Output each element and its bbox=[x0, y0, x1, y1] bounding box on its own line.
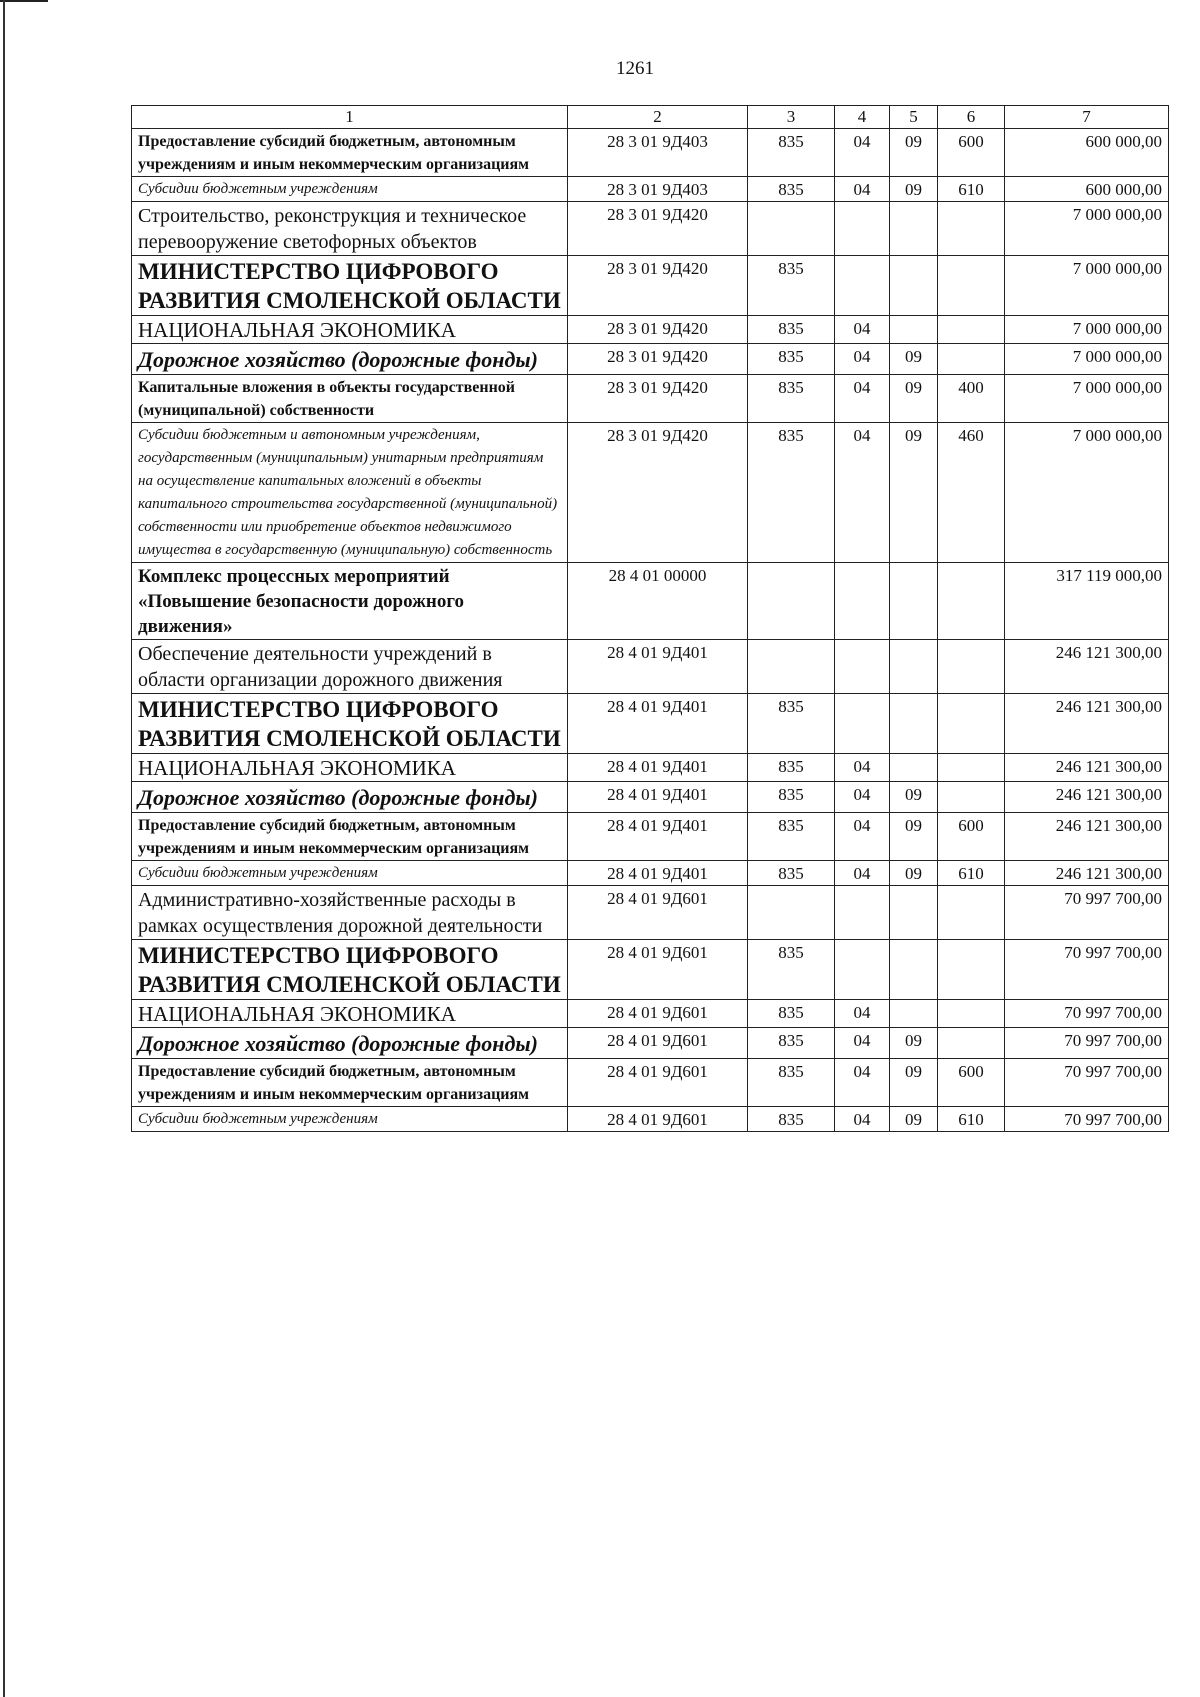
row-section-code: 04 bbox=[835, 813, 890, 861]
row-amount: 70 997 700,00 bbox=[1005, 1000, 1169, 1028]
row-amount: 246 121 300,00 bbox=[1005, 640, 1169, 694]
column-header-2: 2 bbox=[568, 106, 748, 129]
table-body bbox=[132, 106, 1169, 1132]
table-row bbox=[132, 375, 1169, 423]
row-ministry-code: 835 bbox=[748, 861, 835, 886]
row-amount: 317 119 000,00 bbox=[1005, 563, 1169, 640]
row-expense-type bbox=[938, 316, 1005, 344]
row-ministry-code: 835 bbox=[748, 694, 835, 754]
row-ministry-code: 835 bbox=[748, 782, 835, 813]
row-amount: 7 000 000,00 bbox=[1005, 316, 1169, 344]
table-row bbox=[132, 694, 1169, 754]
row-expense-type bbox=[938, 640, 1005, 694]
row-name: Обеспечение деятельности учреждений в области организации дорожного движения bbox=[132, 640, 568, 694]
table-row bbox=[132, 1000, 1169, 1028]
row-amount: 246 121 300,00 bbox=[1005, 861, 1169, 886]
row-ministry-code: 835 bbox=[748, 256, 835, 316]
row-name: МИНИСТЕРСТВО ЦИФРОВОГО РАЗВИТИЯ СМОЛЕНСКОЙ ОБЛАСТИ bbox=[132, 256, 568, 316]
row-amount: 7 000 000,00 bbox=[1005, 202, 1169, 256]
table-row bbox=[132, 940, 1169, 1000]
row-expense-type bbox=[938, 1028, 1005, 1059]
column-header-3: 3 bbox=[748, 106, 835, 129]
table-row bbox=[132, 563, 1169, 640]
row-expense-type: 600 bbox=[938, 813, 1005, 861]
row-name: Административно-хозяйственные расходы в рамках осуществления дорожной деятельности bbox=[132, 886, 568, 940]
row-ministry-code: 835 bbox=[748, 754, 835, 782]
row-amount: 246 121 300,00 bbox=[1005, 694, 1169, 754]
row-amount: 70 997 700,00 bbox=[1005, 1028, 1169, 1059]
row-amount: 7 000 000,00 bbox=[1005, 344, 1169, 375]
row-ministry-code: 835 bbox=[748, 1028, 835, 1059]
row-target-code: 28 4 01 9Д401 bbox=[568, 754, 748, 782]
row-subsection-code bbox=[890, 563, 938, 640]
row-subsection-code bbox=[890, 886, 938, 940]
row-ministry-code: 835 bbox=[748, 1059, 835, 1107]
row-ministry-code: 835 bbox=[748, 1107, 835, 1132]
row-expense-type: 600 bbox=[938, 1059, 1005, 1107]
row-subsection-code bbox=[890, 202, 938, 256]
row-target-code: 28 3 01 9Д420 bbox=[568, 375, 748, 423]
row-expense-type: 610 bbox=[938, 861, 1005, 886]
row-expense-type bbox=[938, 782, 1005, 813]
row-name: Строительство, реконструкция и техническое перевооружение светофорных объектов bbox=[132, 202, 568, 256]
row-ministry-code: 835 bbox=[748, 1000, 835, 1028]
row-name: НАЦИОНАЛЬНАЯ ЭКОНОМИКА bbox=[132, 754, 568, 782]
row-target-code: 28 4 01 9Д601 bbox=[568, 1059, 748, 1107]
row-subsection-code: 09 bbox=[890, 375, 938, 423]
row-name: Дорожное хозяйство (дорожные фонды) bbox=[132, 344, 568, 375]
row-section-code bbox=[835, 640, 890, 694]
row-expense-type bbox=[938, 694, 1005, 754]
row-subsection-code: 09 bbox=[890, 813, 938, 861]
row-section-code: 04 bbox=[835, 375, 890, 423]
row-section-code: 04 bbox=[835, 423, 890, 563]
row-target-code: 28 4 01 9Д601 bbox=[568, 940, 748, 1000]
row-section-code: 04 bbox=[835, 129, 890, 177]
row-section-code: 04 bbox=[835, 782, 890, 813]
row-expense-type bbox=[938, 563, 1005, 640]
table-row bbox=[132, 256, 1169, 316]
row-name: Капитальные вложения в объекты государственной (муниципальной) собственности bbox=[132, 375, 568, 423]
row-expense-type: 460 bbox=[938, 423, 1005, 563]
row-subsection-code bbox=[890, 316, 938, 344]
row-ministry-code: 835 bbox=[748, 940, 835, 1000]
row-section-code: 04 bbox=[835, 1107, 890, 1132]
row-target-code: 28 3 01 9Д420 bbox=[568, 316, 748, 344]
table-row bbox=[132, 423, 1169, 563]
row-name: Комплекс процессных мероприятий «Повышение безопасности дорожного движения» bbox=[132, 563, 568, 640]
row-target-code: 28 4 01 9Д401 bbox=[568, 694, 748, 754]
row-name: Предоставление субсидий бюджетным, автономным учреждениям и иным некоммерческим организациям bbox=[132, 813, 568, 861]
row-target-code: 28 4 01 9Д601 bbox=[568, 1028, 748, 1059]
table-row bbox=[132, 1107, 1169, 1132]
scan-edge-left bbox=[3, 0, 5, 1697]
row-name: Предоставление субсидий бюджетным, автономным учреждениям и иным некоммерческим организациям bbox=[132, 129, 568, 177]
row-section-code bbox=[835, 940, 890, 1000]
row-subsection-code: 09 bbox=[890, 861, 938, 886]
row-amount: 600 000,00 bbox=[1005, 129, 1169, 177]
column-header-1: 1 bbox=[132, 106, 568, 129]
row-subsection-code bbox=[890, 694, 938, 754]
table-row bbox=[132, 177, 1169, 202]
table-header-row bbox=[132, 106, 1169, 129]
row-section-code bbox=[835, 256, 890, 316]
row-section-code: 04 bbox=[835, 861, 890, 886]
row-ministry-code: 835 bbox=[748, 344, 835, 375]
row-amount: 70 997 700,00 bbox=[1005, 1059, 1169, 1107]
row-amount: 246 121 300,00 bbox=[1005, 782, 1169, 813]
row-amount: 600 000,00 bbox=[1005, 177, 1169, 202]
table-row bbox=[132, 1028, 1169, 1059]
row-expense-type bbox=[938, 1000, 1005, 1028]
row-name: МИНИСТЕРСТВО ЦИФРОВОГО РАЗВИТИЯ СМОЛЕНСКОЙ ОБЛАСТИ bbox=[132, 940, 568, 1000]
row-amount: 7 000 000,00 bbox=[1005, 256, 1169, 316]
row-ministry-code: 835 bbox=[748, 177, 835, 202]
row-subsection-code: 09 bbox=[890, 129, 938, 177]
row-subsection-code: 09 bbox=[890, 423, 938, 563]
row-name: Субсидии бюджетным учреждениям bbox=[132, 177, 568, 202]
row-name: НАЦИОНАЛЬНАЯ ЭКОНОМИКА bbox=[132, 1000, 568, 1028]
budget-table bbox=[131, 105, 1169, 1132]
row-name: Дорожное хозяйство (дорожные фонды) bbox=[132, 782, 568, 813]
row-section-code: 04 bbox=[835, 1000, 890, 1028]
row-amount: 7 000 000,00 bbox=[1005, 423, 1169, 563]
row-section-code bbox=[835, 202, 890, 256]
row-subsection-code bbox=[890, 754, 938, 782]
table-row bbox=[132, 886, 1169, 940]
row-target-code: 28 4 01 9Д601 bbox=[568, 1107, 748, 1132]
row-ministry-code bbox=[748, 563, 835, 640]
row-section-code: 04 bbox=[835, 754, 890, 782]
table-row bbox=[132, 754, 1169, 782]
row-amount: 246 121 300,00 bbox=[1005, 813, 1169, 861]
row-target-code: 28 4 01 00000 bbox=[568, 563, 748, 640]
row-target-code: 28 3 01 9Д420 bbox=[568, 202, 748, 256]
row-name: НАЦИОНАЛЬНАЯ ЭКОНОМИКА bbox=[132, 316, 568, 344]
row-name: Дорожное хозяйство (дорожные фонды) bbox=[132, 1028, 568, 1059]
row-target-code: 28 3 01 9Д420 bbox=[568, 256, 748, 316]
row-ministry-code: 835 bbox=[748, 316, 835, 344]
column-header-4: 4 bbox=[835, 106, 890, 129]
table-row bbox=[132, 202, 1169, 256]
row-target-code: 28 4 01 9Д401 bbox=[568, 782, 748, 813]
table-row bbox=[132, 782, 1169, 813]
table-row bbox=[132, 1059, 1169, 1107]
row-section-code bbox=[835, 563, 890, 640]
row-section-code: 04 bbox=[835, 177, 890, 202]
row-amount: 70 997 700,00 bbox=[1005, 886, 1169, 940]
row-amount: 246 121 300,00 bbox=[1005, 754, 1169, 782]
table-row bbox=[132, 640, 1169, 694]
row-target-code: 28 3 01 9Д420 bbox=[568, 423, 748, 563]
row-ministry-code: 835 bbox=[748, 375, 835, 423]
table-row bbox=[132, 344, 1169, 375]
row-target-code: 28 3 01 9Д403 bbox=[568, 129, 748, 177]
row-expense-type: 400 bbox=[938, 375, 1005, 423]
table-row bbox=[132, 813, 1169, 861]
row-section-code: 04 bbox=[835, 316, 890, 344]
row-subsection-code: 09 bbox=[890, 1059, 938, 1107]
row-expense-type bbox=[938, 940, 1005, 1000]
row-expense-type bbox=[938, 754, 1005, 782]
row-subsection-code: 09 bbox=[890, 177, 938, 202]
column-header-5: 5 bbox=[890, 106, 938, 129]
row-ministry-code: 835 bbox=[748, 813, 835, 861]
row-target-code: 28 3 01 9Д420 bbox=[568, 344, 748, 375]
row-amount: 7 000 000,00 bbox=[1005, 375, 1169, 423]
row-target-code: 28 4 01 9Д401 bbox=[568, 640, 748, 694]
row-ministry-code bbox=[748, 640, 835, 694]
scan-edge-top bbox=[0, 0, 48, 2]
page-number: 1261 bbox=[616, 58, 654, 79]
row-section-code: 04 bbox=[835, 1028, 890, 1059]
row-amount: 70 997 700,00 bbox=[1005, 1107, 1169, 1132]
column-header-7: 7 bbox=[1005, 106, 1169, 129]
row-ministry-code bbox=[748, 202, 835, 256]
row-expense-type: 610 bbox=[938, 177, 1005, 202]
row-ministry-code bbox=[748, 886, 835, 940]
row-section-code: 04 bbox=[835, 1059, 890, 1107]
row-subsection-code: 09 bbox=[890, 1028, 938, 1059]
row-name: Субсидии бюджетным учреждениям bbox=[132, 1107, 568, 1132]
row-subsection-code bbox=[890, 940, 938, 1000]
row-target-code: 28 4 01 9Д401 bbox=[568, 861, 748, 886]
row-expense-type: 600 bbox=[938, 129, 1005, 177]
row-ministry-code: 835 bbox=[748, 423, 835, 563]
row-section-code: 04 bbox=[835, 344, 890, 375]
table-row bbox=[132, 861, 1169, 886]
row-target-code: 28 4 01 9Д601 bbox=[568, 886, 748, 940]
row-target-code: 28 3 01 9Д403 bbox=[568, 177, 748, 202]
row-subsection-code bbox=[890, 640, 938, 694]
row-expense-type bbox=[938, 886, 1005, 940]
row-target-code: 28 4 01 9Д601 bbox=[568, 1000, 748, 1028]
row-subsection-code: 09 bbox=[890, 1107, 938, 1132]
row-amount: 70 997 700,00 bbox=[1005, 940, 1169, 1000]
table-row bbox=[132, 316, 1169, 344]
row-subsection-code: 09 bbox=[890, 344, 938, 375]
row-target-code: 28 4 01 9Д401 bbox=[568, 813, 748, 861]
row-expense-type bbox=[938, 202, 1005, 256]
row-name: МИНИСТЕРСТВО ЦИФРОВОГО РАЗВИТИЯ СМОЛЕНСКОЙ ОБЛАСТИ bbox=[132, 694, 568, 754]
row-section-code bbox=[835, 694, 890, 754]
table-row bbox=[132, 129, 1169, 177]
row-section-code bbox=[835, 886, 890, 940]
column-header-6: 6 bbox=[938, 106, 1005, 129]
row-subsection-code: 09 bbox=[890, 782, 938, 813]
row-ministry-code: 835 bbox=[748, 129, 835, 177]
row-subsection-code bbox=[890, 1000, 938, 1028]
row-subsection-code bbox=[890, 256, 938, 316]
row-expense-type bbox=[938, 344, 1005, 375]
row-expense-type bbox=[938, 256, 1005, 316]
row-expense-type: 610 bbox=[938, 1107, 1005, 1132]
row-name: Субсидии бюджетным учреждениям bbox=[132, 861, 568, 886]
row-name: Предоставление субсидий бюджетным, автономным учреждениям и иным некоммерческим организациям bbox=[132, 1059, 568, 1107]
row-name: Субсидии бюджетным и автономным учреждениям, государственным (муниципальным) унитарным предприятиям на осуществление капитальных вложений в объекты капитального строительства государственной (муниципальной) собственности или приобретение объектов недвижимого имущества в государственную (муниципальную) собственность bbox=[132, 423, 568, 563]
